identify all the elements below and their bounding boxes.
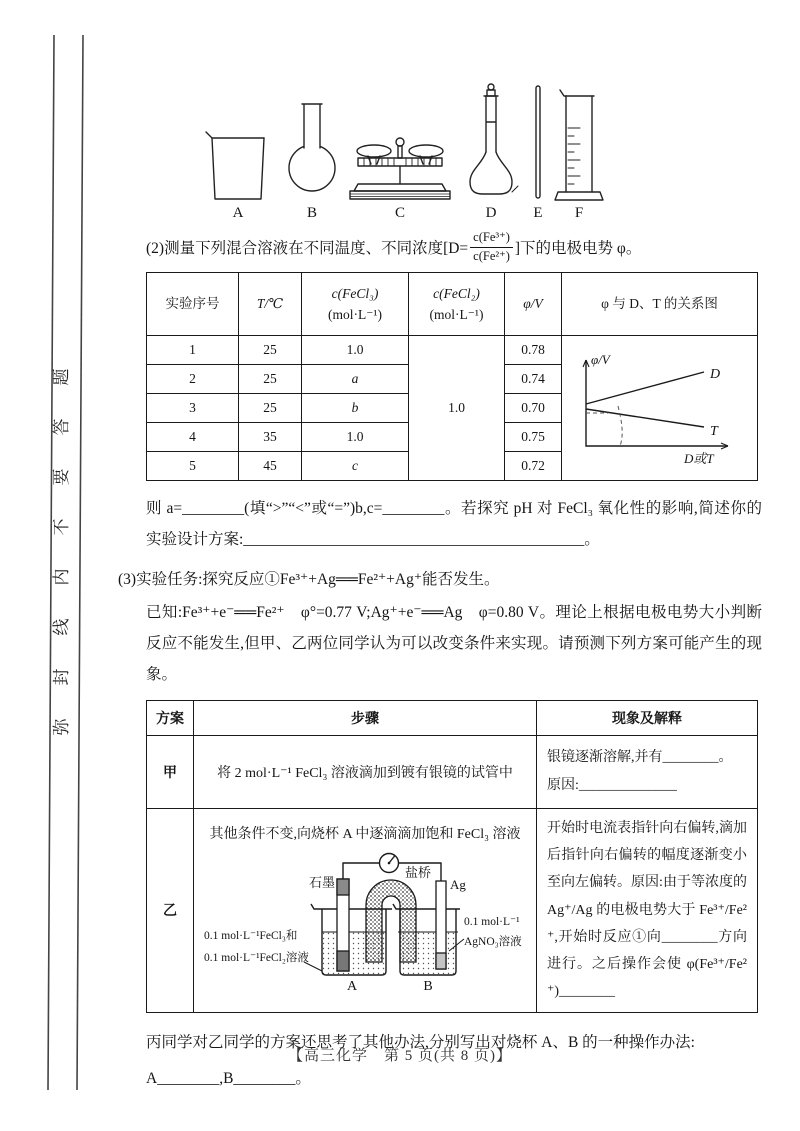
graph-line-t-label: T: [710, 424, 718, 440]
cell-no: 5: [147, 452, 239, 481]
q3-known-paragraph: 已知:Fe³⁺+e⁻══Fe²⁺ φ°=0.77 V;Ag⁺+e⁻══Ag φ=0.80 V。理论上根据电极电势大小判断反应不能发生,但甲、乙两位同学认为可以改变条件来实现。请预测下列方案可能产生的现象。: [146, 603, 762, 683]
plan-jia-label: 甲: [147, 735, 194, 808]
silver-label: Ag: [450, 877, 466, 893]
cell-phi: 0.72: [505, 452, 562, 481]
closing-blanks: A________,B________。: [146, 1069, 311, 1087]
seal-char: 不: [52, 518, 71, 536]
jia-result-line1: 银镜逐渐溶解,并有________。: [547, 750, 733, 766]
balance-icon: [350, 138, 450, 199]
apparatus-illustrations: [200, 80, 612, 224]
cell-c2-merged: 1.0: [409, 336, 505, 481]
q2-intro-suffix: ]下的电极电势 φ。: [514, 240, 642, 258]
cell-temp: 25: [239, 394, 302, 423]
apparatus-label-e: E: [533, 205, 543, 221]
header-fecl2-line2: (mol·L⁻¹): [429, 307, 484, 323]
plan-yi-step: [194, 808, 537, 1012]
phi-relationship-graph: [562, 336, 758, 481]
galvanic-cell-diagram: [202, 847, 544, 997]
header-step: 步骤: [194, 700, 537, 735]
plan-yi-label: 乙: [147, 808, 194, 1012]
cell-phi: 0.75: [505, 423, 562, 452]
apparatus-label-c: C: [394, 205, 406, 221]
header-phi: φ/V: [505, 273, 562, 336]
cell-temp: 35: [239, 423, 302, 452]
q2-intro-line: [146, 230, 762, 264]
cell-no: 3: [147, 394, 239, 423]
volumetric-flask-icon: [470, 84, 518, 194]
header-graph: φ 与 D、T 的关系图: [562, 273, 758, 336]
fraction-numerator: c(Fe³⁺): [470, 230, 513, 248]
apparatus-label-d: D: [485, 205, 497, 221]
apparatus-figure: [200, 80, 762, 224]
glass-rod-icon: [536, 86, 540, 198]
silver-electrode-icon: [436, 881, 446, 969]
seal-char: 封: [52, 668, 71, 686]
header-fecl3-line2: (mol·L⁻¹): [328, 307, 382, 323]
header-plan: 方案: [147, 700, 194, 735]
seal-char: 答: [52, 418, 71, 436]
jia-result-line2: 原因:______________: [547, 777, 677, 793]
cell-c3: 1.0: [302, 336, 409, 365]
graph-line-d-label: D: [710, 367, 721, 383]
graph-x-label: D或T: [684, 451, 714, 467]
concentration-ratio-fraction: [470, 230, 513, 264]
plan-row-yi: [147, 808, 758, 1012]
plan-table-header-row: [147, 700, 758, 735]
right-solution-label-2: AgNO₃溶液: [464, 936, 522, 949]
plan-table: [146, 700, 758, 1013]
seal-char: 弥: [52, 718, 71, 736]
apparatus-label-a: A: [232, 205, 244, 221]
graphite-label: 石墨: [308, 875, 335, 891]
page-footer: 【高三化学 第 5 页(共 8 页)】: [288, 1048, 512, 1064]
graphite-electrode-icon: [337, 879, 349, 971]
table-header-row: [147, 273, 758, 336]
cell-phi: 0.78: [505, 336, 562, 365]
plan-jia-step: 将 2 mol·L⁻¹ FeCl₃ 溶液滴加到镀有银镜的试管中: [194, 735, 537, 808]
right-solution-label-1: 0.1 mol·L⁻¹: [464, 916, 520, 929]
header-temperature: T/℃: [239, 273, 302, 336]
header-fecl2-line1: c(FeCl₂): [433, 285, 480, 301]
seal-char: 题: [52, 368, 71, 386]
apparatus-label-b: B: [306, 205, 318, 221]
beaker-a-label: A: [346, 979, 358, 995]
yi-step-text: 其他条件不变,向烧杯 A 中逐滴滴加饱和 FeCl₃ 溶液: [209, 827, 521, 843]
closing-line: 丙同学对乙同学的方案还思考了其他办法,分别写出对烧杯 A、B 的一种操作办法:: [146, 1033, 695, 1051]
cell-phi: 0.74: [505, 365, 562, 394]
cell-temp: 25: [239, 365, 302, 394]
cell-temp: 25: [239, 336, 302, 365]
plan-jia-result: [537, 735, 758, 808]
round-bottom-flask-icon: [289, 104, 335, 191]
graph-y-label: φ/V: [591, 352, 610, 368]
main-content: [118, 80, 762, 1093]
cell-c3: a: [302, 365, 409, 394]
beaker-icon: [206, 132, 264, 199]
seal-char: 要: [52, 468, 71, 486]
cell-c3: b: [302, 394, 409, 423]
apparatus-label-f: F: [574, 205, 584, 221]
table-row: [147, 336, 758, 365]
header-result: 现象及解释: [537, 700, 758, 735]
cell-no: 1: [147, 336, 239, 365]
cell-no: 4: [147, 423, 239, 452]
cell-c3: 1.0: [302, 423, 409, 452]
cell-c3: c: [302, 452, 409, 481]
cell-temp: 45: [239, 452, 302, 481]
seal-char: 内: [52, 568, 71, 586]
q2-intro-prefix: (2)测量下列混合溶液在不同温度、不同浓度[D=: [146, 240, 469, 258]
header-fecl3-line1: c(FeCl₃): [331, 285, 379, 301]
seal-char: 线: [52, 618, 71, 636]
plan-yi-result: 开始时电流表指针向右偏转,滴加后指针向右偏转的幅度逐渐变小至向左偏转。原因:由于等浓度的 Ag⁺/Ag 的电极电势大于 Fe³⁺/Fe²⁺,开始时反应①向________方向进行。之后操作会使 φ(Fe³⁺/Fe²⁺)________: [537, 808, 758, 1012]
header-fecl2: [409, 273, 505, 336]
q3-task-line: (3)实验任务:探究反应①Fe³⁺+Ag══Fe²⁺+Ag⁺能否发生。: [118, 571, 500, 589]
plan-row-jia: [147, 735, 758, 808]
beaker-b-label: B: [423, 979, 433, 995]
graduated-cylinder-icon: [555, 90, 603, 200]
salt-bridge-icon: [366, 880, 416, 962]
q2-fill-blank-line: 则 a=________(填“>”“<”或“=”)b,c=________。若探究 pH 对 FeCl₃ 氧化性的影响,简述你的实验设计方案:____________________________________________。: [146, 500, 762, 549]
left-solution-label-1: 0.1 mol·L⁻¹FeCl₃和: [204, 930, 298, 943]
phi-vs-dt-chart: [562, 346, 757, 470]
cell-phi: 0.70: [505, 394, 562, 423]
left-solution-label-2: 0.1 mol·L⁻¹FeCl₂溶液: [204, 952, 309, 965]
experiment-data-table: [146, 272, 758, 481]
cell-no: 2: [147, 365, 239, 394]
salt-bridge-label: 盐桥: [405, 865, 432, 881]
ammeter-icon: [380, 854, 399, 873]
fraction-denominator: c(Fe²⁺): [473, 248, 510, 263]
header-fecl3: [302, 273, 409, 336]
header-experiment-no: 实验序号: [147, 273, 239, 336]
